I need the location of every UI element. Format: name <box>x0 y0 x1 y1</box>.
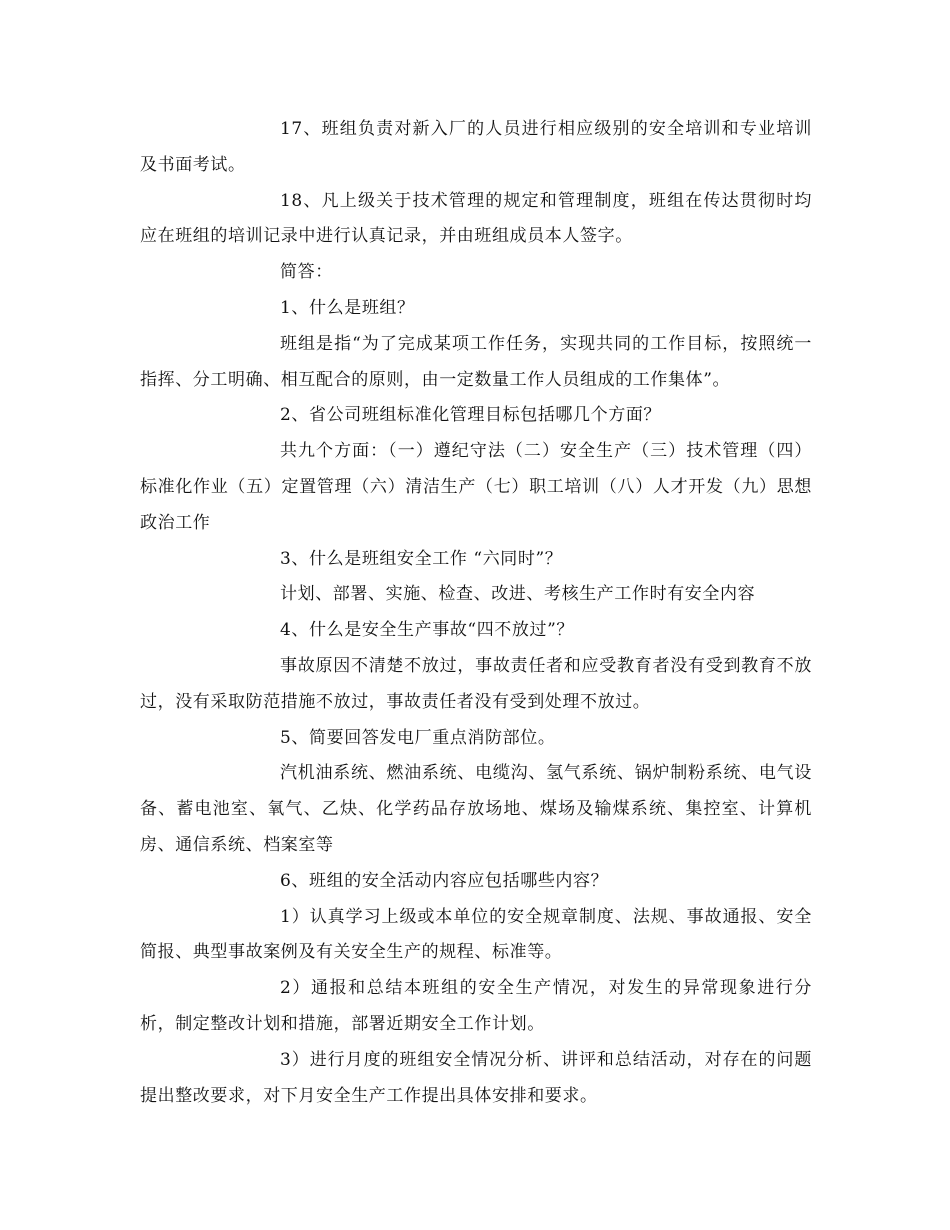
answer-6-item-3: 3）进行月度的班组安全情况分析、讲评和总结活动，对存在的问题提出整改要求，对下月安全生产工作提出具体安排和要求。 <box>140 1049 812 1106</box>
paragraph-item-18: 18、凡上级关于技术管理的规定和管理制度，班组在传达贯彻时均应在班组的培训记录中进行认真记录，并由班组成员本人签字。 <box>140 190 812 247</box>
answer-2: 共九个方面：（一）遵纪守法（二）安全生产（三）技术管理（四）标准化作业（五）定置管理（六）清洁生产（七）职工培训（八）人才开发（九）思想政治工作 <box>140 441 812 533</box>
question-5: 5、简要回答发电厂重点消防部位。 <box>280 727 556 748</box>
answer-6-item-1: 1）认真学习上级或本单位的安全规章制度、法规、事故通报、安全简报、典型事故案例及有关安全生产的规程、标准等。 <box>140 906 812 963</box>
question-1: 1、什么是班组？ <box>280 297 415 318</box>
section-heading-short-answer: 简答： <box>280 262 333 283</box>
answer-6-item-2: 2）通报和总结本班组的安全生产情况，对发生的异常现象进行分析，制定整改计划和措施，部署近期安全工作计划。 <box>140 978 812 1034</box>
paragraph-item-17: 17、班组负责对新入厂的人员进行相应级别的安全培训和专业培训及书面考试。 <box>140 119 812 175</box>
question-6: 6、班组的安全活动内容应包括哪些内容？ <box>280 870 609 891</box>
answer-4: 事故原因不清楚不放过，事故责任者和应受教育者没有受到教育不放过，没有采取防范措施不放过，事故责任者没有受到处理不放过。 <box>140 655 812 712</box>
answer-1: 班组是指“为了完成某项工作任务，实现共同的工作目标，按照统一指挥、分工明确、相互配合的原则，由一定数量工作人员组成的工作集体”。 <box>140 333 812 390</box>
question-4: 4、什么是安全生产事故“四不放过”？ <box>280 620 574 641</box>
document-page <box>140 112 812 1114</box>
question-2: 2、省公司班组标准化管理目标包括哪几个方面？ <box>280 405 662 426</box>
question-3: 3、什么是班组安全工作 “六同时”？ <box>280 548 563 569</box>
answer-3: 计划、部署、实施、检查、改进、考核生产工作时有安全内容 <box>280 584 756 605</box>
answer-5: 汽机油系统、燃油系统、电缆沟、氢气系统、锅炉制粉系统、电气设备、蓄电池室、氧气、乙炔、化学药品存放场地、煤场及输煤系统、集控室、计算机房、通信系统、档案室等 <box>140 763 812 855</box>
